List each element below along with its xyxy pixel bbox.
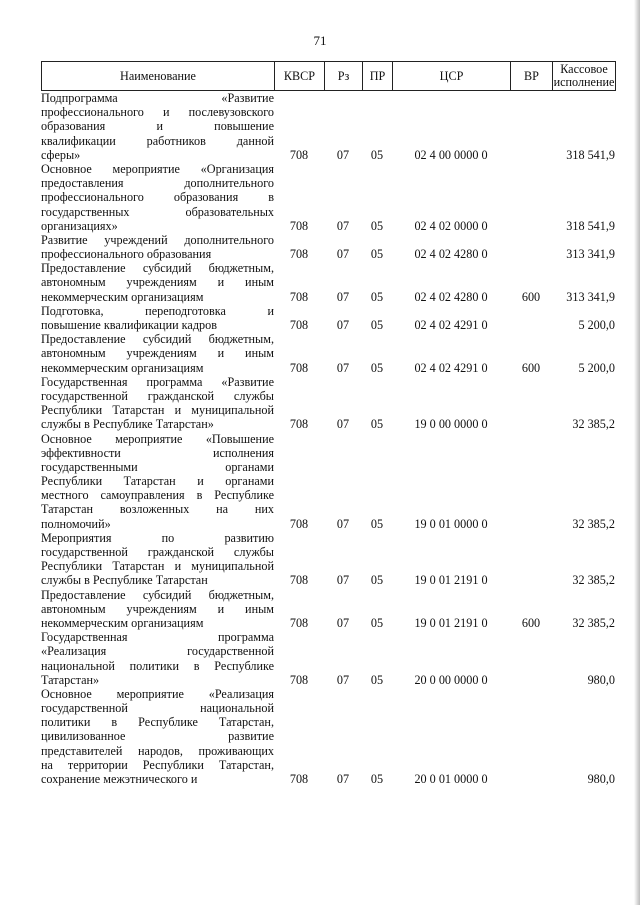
- row-name-line: национальной политики в Республике: [41, 658, 274, 673]
- row-name-line: Предоставление субсидий бюджетным,: [41, 587, 274, 602]
- cell-sum: 32 385,2: [572, 417, 615, 432]
- cell-csr: 20 0 01 0000 0: [414, 771, 488, 786]
- row-name-line: квалификации работников данной: [41, 133, 274, 148]
- cell-rz: 07: [336, 615, 350, 630]
- cell-sum: 32 385,2: [572, 516, 615, 531]
- row-name-line: государственной гражданской службы: [41, 388, 274, 403]
- row-name-line: образования и повышение: [41, 119, 274, 134]
- row-name: [41, 261, 274, 304]
- cell-pr: 05: [370, 218, 384, 233]
- row-name-line: цивилизованное развитие: [41, 729, 274, 744]
- cell-rz: 07: [336, 573, 350, 588]
- row-name-line: Государственная программа: [41, 630, 274, 645]
- header-sum-line1: Кассовое: [560, 62, 608, 76]
- header-vr: ВР: [511, 62, 553, 91]
- row-name: [41, 432, 274, 531]
- row-name-line: государственными органами: [41, 459, 274, 474]
- cell-sum: 313 341,9: [566, 289, 615, 304]
- cell-sum: 318 541,9: [566, 147, 615, 162]
- row-name-line: Подготовка, переподготовка и: [41, 303, 274, 318]
- cell-csr: 20 0 00 0000 0: [414, 672, 488, 687]
- cell-rz: 07: [336, 360, 350, 375]
- cell-pr: 05: [370, 360, 384, 375]
- cell-pr: 05: [370, 317, 384, 332]
- cell-pr: 05: [370, 672, 384, 687]
- cell-kvsr: 708: [289, 247, 309, 262]
- table-row: [41, 432, 615, 531]
- cell-pr: 05: [370, 247, 384, 262]
- cell-kvsr: 708: [289, 417, 309, 432]
- cell-vr: 600: [521, 360, 541, 375]
- row-name-line: местного самоуправления в Республике: [41, 488, 274, 503]
- cell-kvsr: 708: [289, 615, 309, 630]
- page-edge-shadow: [634, 0, 640, 905]
- table-row: [41, 630, 615, 687]
- header-sum-line2: исполнение: [553, 75, 615, 89]
- cell-csr: 02 4 02 4280 0: [414, 247, 488, 262]
- row-name-line: Развитие учреждений дополнительного: [41, 232, 274, 247]
- cell-csr: 19 0 00 0000 0: [414, 417, 488, 432]
- row-name-line: повышение квалификации кадров: [41, 318, 217, 332]
- row-name-line: государственной национальной: [41, 701, 274, 716]
- table-header: [41, 61, 616, 91]
- row-name: [41, 687, 274, 786]
- row-name-line: Основное мероприятие «Реализация: [41, 686, 274, 701]
- cell-kvsr: 708: [289, 317, 309, 332]
- cell-csr: 02 4 02 4291 0: [414, 360, 488, 375]
- row-name: [41, 630, 274, 687]
- row-name-line: службы в Республике Татарстан»: [41, 417, 214, 432]
- table-row: [41, 304, 615, 332]
- cell-csr: 02 4 02 4291 0: [414, 317, 488, 332]
- row-name-line: Республики Татарстан и органами: [41, 474, 274, 489]
- row-name-line: Предоставление субсидий бюджетным,: [41, 261, 274, 276]
- cell-kvsr: 708: [289, 771, 309, 786]
- cell-pr: 05: [370, 615, 384, 630]
- row-name-line: профессионального образования: [41, 247, 212, 262]
- cell-sum: 980,0: [587, 771, 615, 786]
- header-kvsr: КВСР: [275, 62, 325, 91]
- row-name-line: профессионального и послевузовского: [41, 105, 274, 120]
- row-name-line: Татарстан возложенных на них: [41, 502, 274, 517]
- header-csr: ЦСР: [393, 62, 511, 91]
- cell-csr: 19 0 01 2191 0: [414, 615, 488, 630]
- cell-rz: 07: [336, 417, 350, 432]
- cell-pr: 05: [370, 147, 384, 162]
- cell-sum: 5 200,0: [578, 360, 615, 375]
- cell-kvsr: 708: [289, 289, 309, 304]
- header-pr: ПР: [363, 62, 393, 91]
- row-name: [41, 588, 274, 631]
- cell-rz: 07: [336, 218, 350, 233]
- cell-csr: 19 0 01 2191 0: [414, 573, 488, 588]
- table-body: [41, 91, 615, 786]
- cell-csr: 02 4 00 0000 0: [414, 147, 488, 162]
- cell-pr: 05: [370, 289, 384, 304]
- cell-pr: 05: [370, 573, 384, 588]
- cell-kvsr: 708: [289, 516, 309, 531]
- cell-rz: 07: [336, 516, 350, 531]
- cell-sum: 318 541,9: [566, 218, 615, 233]
- row-name-line: сохранение межэтнического и: [41, 772, 198, 786]
- cell-rz: 07: [336, 147, 350, 162]
- row-name: [41, 162, 274, 233]
- row-name-line: Мероприятия по развитию: [41, 530, 274, 545]
- header-rz: Рз: [325, 62, 363, 91]
- cell-rz: 07: [336, 317, 350, 332]
- cell-sum: 980,0: [587, 672, 615, 687]
- table-row: [41, 162, 615, 233]
- row-name-line: некоммерческим организациям: [41, 360, 204, 375]
- row-name-line: эффективности исполнения: [41, 445, 274, 460]
- table-row: [41, 332, 615, 375]
- row-name-line: сферы»: [41, 147, 81, 162]
- cell-rz: 07: [336, 289, 350, 304]
- table-row: [41, 375, 615, 432]
- row-name-line: Подпрограмма «Развитие: [41, 91, 274, 105]
- row-name-line: Предоставление субсидий бюджетным,: [41, 332, 274, 347]
- row-name-line: Республики Татарстан и муниципальной: [41, 403, 274, 418]
- cell-sum: 32 385,2: [572, 615, 615, 630]
- row-name-line: Татарстан»: [41, 672, 100, 687]
- row-name-line: автономным учреждениям и иным: [41, 346, 274, 361]
- page-number: 71: [313, 33, 327, 48]
- row-name-line: предоставления дополнительного: [41, 176, 274, 191]
- row-name-line: государственной гражданской службы: [41, 545, 274, 559]
- row-name-line: некоммерческим организациям: [41, 289, 204, 304]
- cell-pr: 05: [370, 516, 384, 531]
- row-name-line: Основное мероприятие «Повышение: [41, 431, 274, 446]
- row-name-line: полномочий»: [41, 516, 111, 531]
- cell-csr: 02 4 02 0000 0: [414, 218, 488, 233]
- cell-rz: 07: [336, 771, 350, 786]
- row-name-line: некоммерческим организациям: [41, 615, 204, 630]
- header-sum: [553, 62, 616, 91]
- row-name-line: службы в Республике Татарстан: [41, 573, 208, 588]
- row-name-line: Основное мероприятие «Организация: [41, 161, 274, 176]
- cell-rz: 07: [336, 247, 350, 262]
- cell-kvsr: 708: [289, 218, 309, 233]
- row-name-line: представителей народов, проживающих: [41, 743, 274, 758]
- row-name-line: организациях»: [41, 218, 118, 233]
- cell-kvsr: 708: [289, 360, 309, 375]
- cell-vr: 600: [521, 615, 541, 630]
- row-name: [41, 304, 274, 332]
- cell-kvsr: 708: [289, 573, 309, 588]
- row-name-line: «Реализация государственной: [41, 644, 274, 659]
- cell-sum: 313 341,9: [566, 247, 615, 262]
- cell-csr: 19 0 01 0000 0: [414, 516, 488, 531]
- cell-kvsr: 708: [289, 147, 309, 162]
- cell-pr: 05: [370, 771, 384, 786]
- table-row: [41, 531, 615, 588]
- row-name-line: профессионального образования в: [41, 190, 274, 205]
- cell-vr: 600: [521, 289, 541, 304]
- row-name: [41, 375, 274, 432]
- table-row: [41, 687, 615, 786]
- row-name-line: автономным учреждениям и иным: [41, 275, 274, 290]
- table-row: [41, 261, 615, 304]
- row-name-line: Государственная программа «Развитие: [41, 374, 274, 389]
- cell-pr: 05: [370, 417, 384, 432]
- row-name: [41, 332, 274, 375]
- cell-sum: 5 200,0: [578, 317, 615, 332]
- row-name-line: автономным учреждениям и иным: [41, 601, 274, 616]
- table-row: [41, 91, 615, 162]
- cell-kvsr: 708: [289, 672, 309, 687]
- row-name: [41, 91, 274, 162]
- row-name: [41, 531, 274, 588]
- row-name: [41, 233, 274, 261]
- cell-sum: 32 385,2: [572, 573, 615, 588]
- cell-csr: 02 4 02 4280 0: [414, 289, 488, 304]
- cell-rz: 07: [336, 672, 350, 687]
- row-name-line: политики в Республике Татарстан,: [41, 715, 274, 730]
- table-row: [41, 233, 615, 261]
- row-name-line: Республики Татарстан и муниципальной: [41, 559, 274, 574]
- row-name-line: на территории Республики Татарстан,: [41, 757, 274, 772]
- row-name-line: государственных образовательных: [41, 204, 274, 219]
- header-name: Наименование: [42, 62, 275, 91]
- table-row: [41, 588, 615, 631]
